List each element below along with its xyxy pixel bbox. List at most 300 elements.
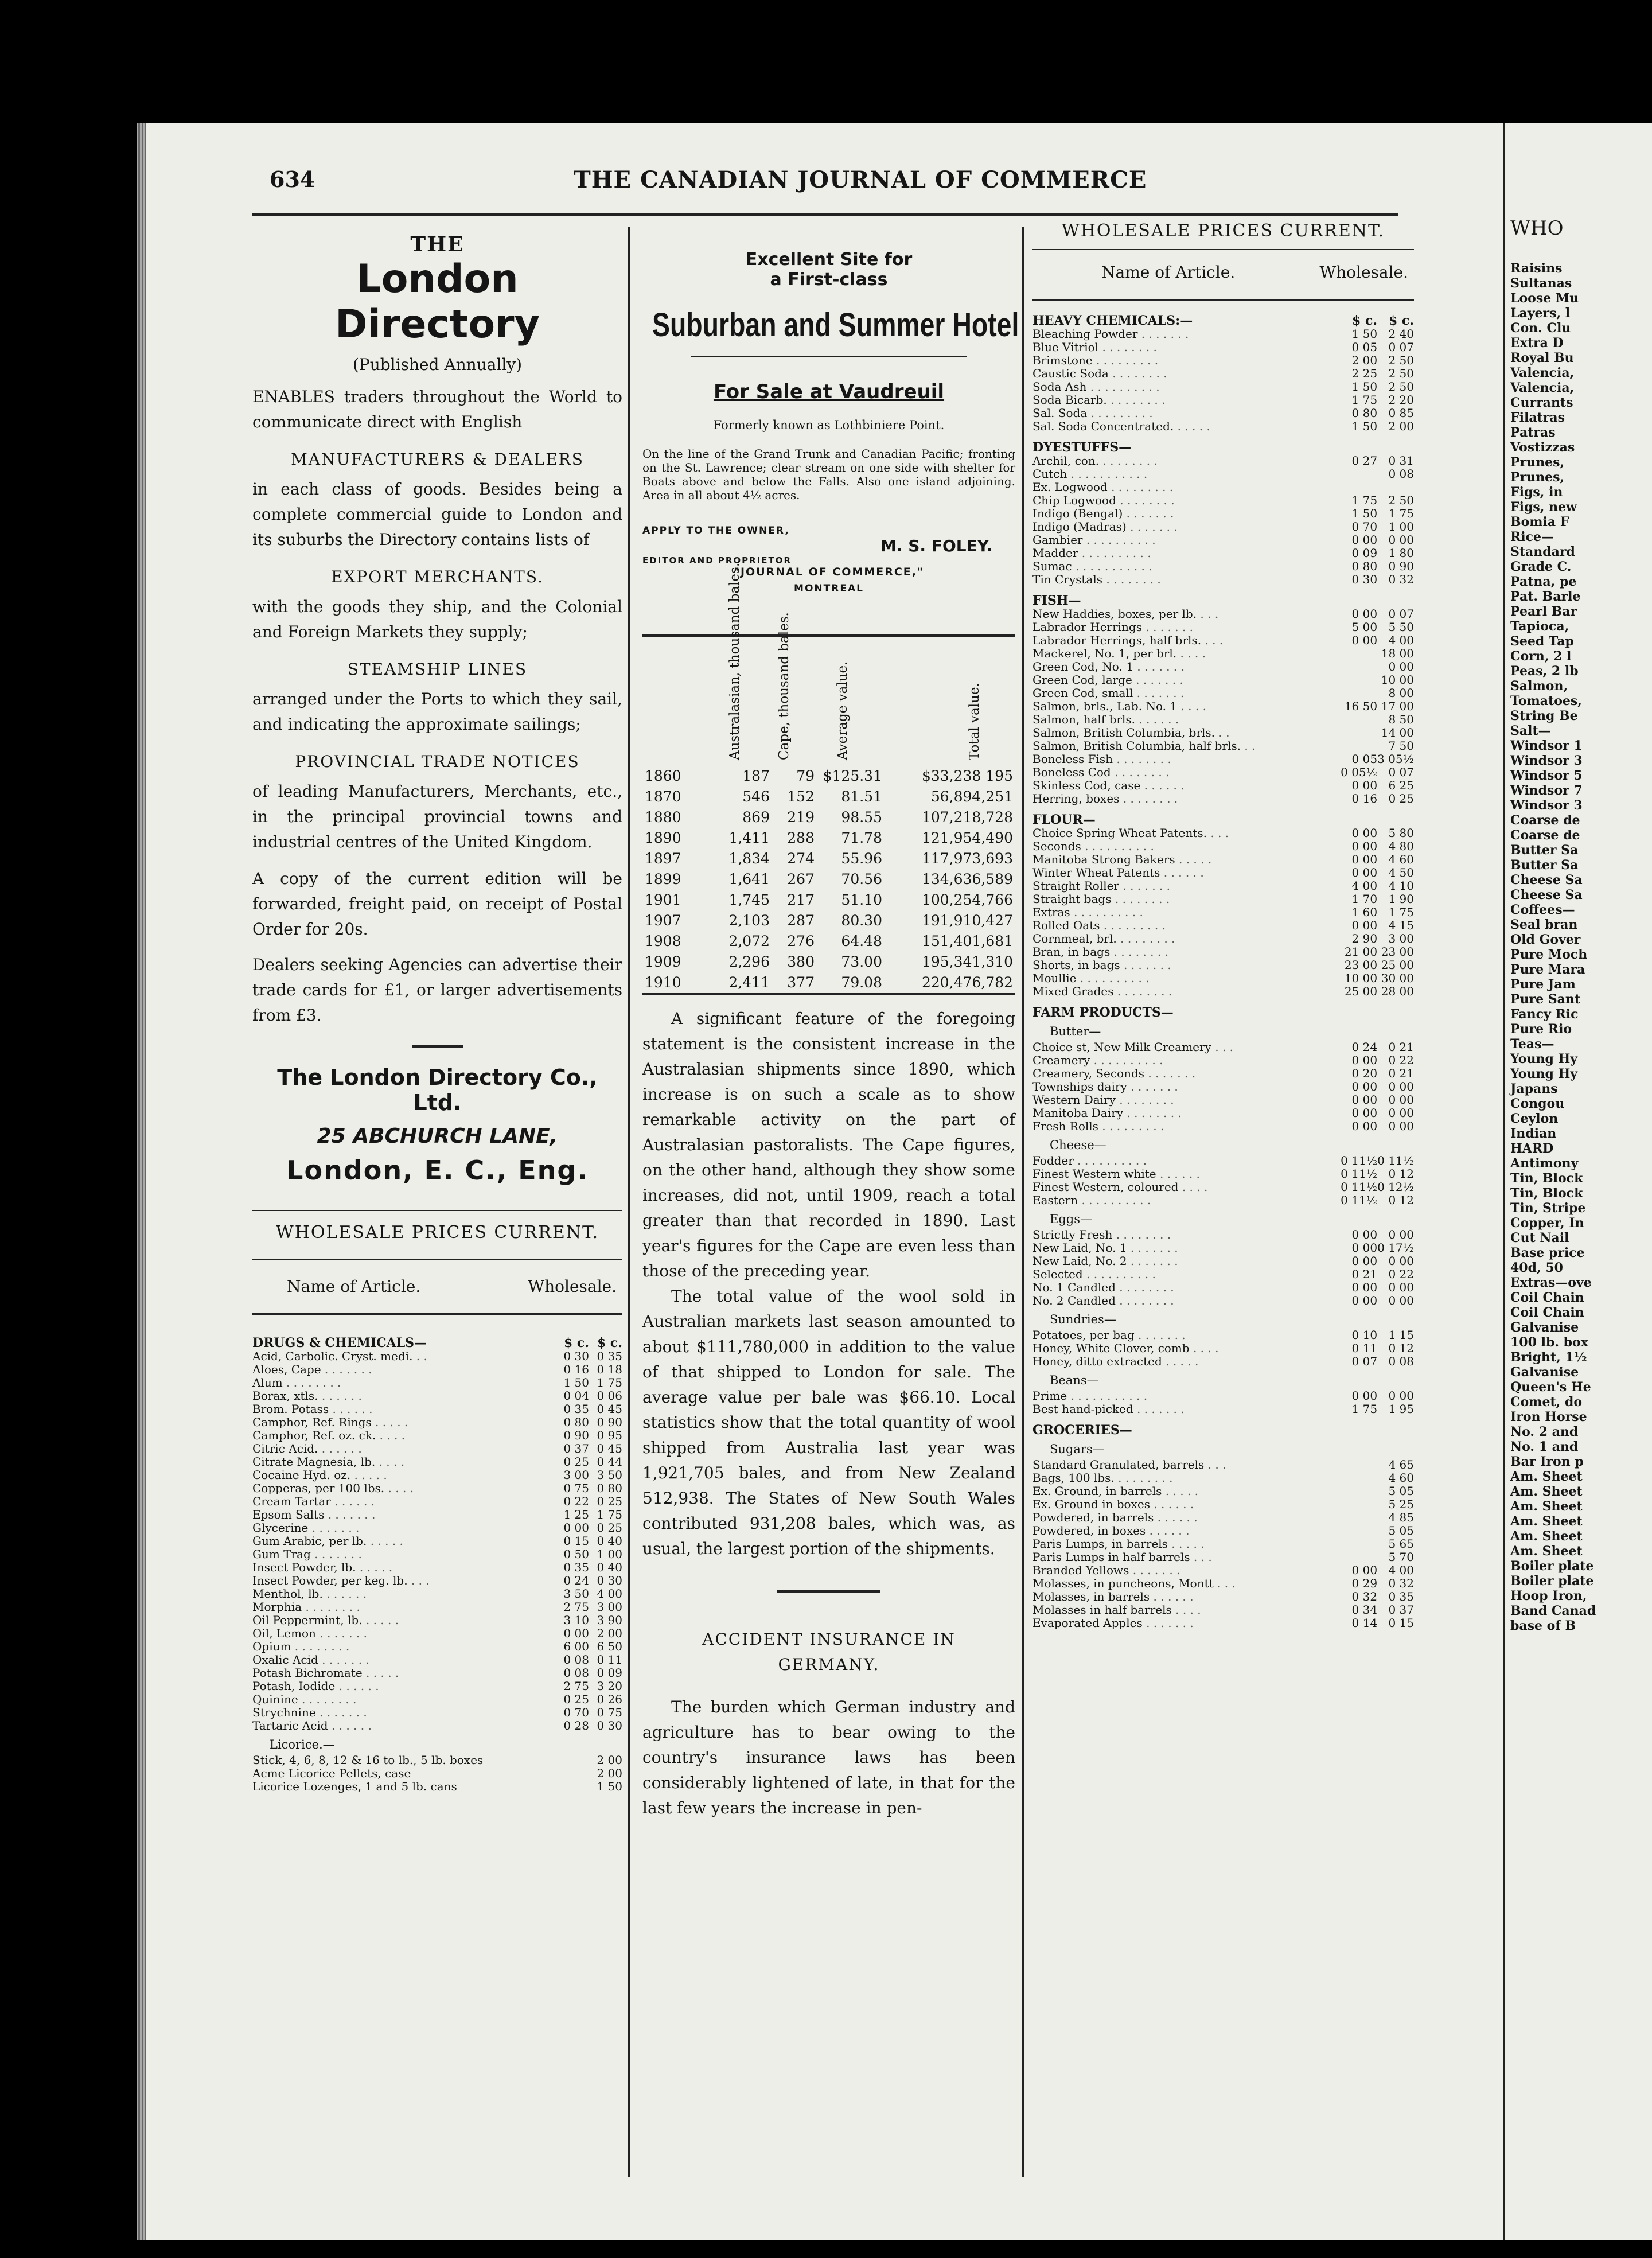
price-high: 0 90 (1388, 559, 1414, 573)
price-low: 0 25 (563, 1455, 589, 1469)
price-high: 2 50 (1388, 353, 1414, 367)
price-low: 10 00 (1344, 971, 1378, 985)
leader-dots: . . . . . . . (1119, 879, 1171, 893)
price-item (1032, 341, 1341, 354)
price-item (252, 1482, 556, 1495)
price-item (1032, 328, 1341, 341)
price-category-row (1032, 998, 1414, 1019)
wool-cell: 151,401,681 (921, 933, 1013, 949)
price-subcategory: Butter— (1050, 1025, 1101, 1038)
wool-cell: 274 (787, 850, 815, 867)
wool-cell: 1,834 (728, 850, 770, 867)
price-high: 17 00 (1381, 699, 1414, 713)
price-row (252, 1667, 622, 1680)
price-item (1032, 494, 1341, 507)
price-low: 0 90 (563, 1428, 589, 1442)
leader-dots: . . . . . . . . (1113, 984, 1172, 998)
leader-dots: . . . . . . . . . . (1086, 380, 1160, 394)
wool-cell: 2,103 (728, 912, 770, 929)
price-unit: $ c. (563, 1336, 589, 1350)
price-high: 2 00 (1388, 419, 1414, 433)
price-item (1032, 700, 1341, 713)
price-row (1032, 1080, 1414, 1093)
price-category-row (1032, 306, 1414, 328)
price-item-name: Sal. Soda Concentrated. (1032, 419, 1174, 433)
price-item-name: Molasses, in barrels (1032, 1590, 1150, 1603)
price-low: 2 75 (563, 1600, 589, 1614)
price-row (1032, 380, 1414, 394)
price-high: 8 50 (1388, 713, 1414, 726)
price-item (1032, 779, 1341, 792)
next-page-line: Extra D (1510, 336, 1564, 351)
price-item-name: Best hand-picked (1032, 1402, 1133, 1416)
price-low: 3 50 (563, 1587, 589, 1601)
price-item-name: Molasses, in puncheons, Montt (1032, 1576, 1214, 1590)
wool-cell: 546 (742, 788, 770, 805)
price-item (1032, 1228, 1341, 1241)
leader-dots: . . . . . . . . (302, 1600, 360, 1614)
price-low: 0 00 (1351, 778, 1378, 792)
next-page-line: Peas, 2 lb (1510, 664, 1579, 679)
price-low (1341, 739, 1377, 753)
price-item-name: Mackerel, No. 1, per brl. (1032, 647, 1177, 660)
directory-company: The London Directory Co., Ltd. (277, 1065, 598, 1115)
prices-left-section (252, 1209, 622, 1793)
leader-dots: . . . . . . . (1142, 1616, 1194, 1630)
price-low: 0 30 (1351, 573, 1378, 586)
price-item-name: Indigo (Madras) (1032, 520, 1127, 534)
price-item-name: Branded Yellows (1032, 1563, 1129, 1577)
price-row (1032, 621, 1414, 634)
price-row (1032, 1524, 1414, 1537)
price-row (252, 1754, 622, 1767)
price-row (252, 1548, 622, 1561)
price-item (1032, 1471, 1341, 1485)
price-item-name: Salmon, British Columbia, brls. (1032, 726, 1215, 739)
price-subcategory-row (1032, 1133, 1414, 1154)
next-page-line: Salt— (1510, 723, 1551, 738)
price-low: 2 75 (563, 1679, 589, 1693)
price-item-name: Manitoba Dairy (1032, 1106, 1124, 1120)
next-page-line: Filatras (1510, 410, 1565, 425)
price-high: 2 50 (1388, 367, 1414, 380)
price-low: 0 21 (1351, 1267, 1378, 1281)
price-high: 0 26 (597, 1692, 622, 1706)
price-item-name: Sumac (1032, 559, 1072, 573)
wool-cell: 80.30 (841, 912, 882, 929)
price-high: 4 00 (1388, 1563, 1414, 1577)
price-low: 0 00 (1351, 1563, 1378, 1577)
price-low: 6 00 (563, 1640, 589, 1653)
leader-dots: . . . . . . . (1129, 1563, 1180, 1577)
wool-cell: 1870 (645, 788, 681, 805)
price-row (1032, 766, 1414, 779)
leader-dots: . . . . . . . . (1116, 493, 1175, 507)
price-high: 0 25 (597, 1521, 622, 1535)
price-high: 4 15 (1388, 918, 1414, 932)
next-page-line: Pat. Barle (1510, 589, 1581, 604)
price-subcategory: Beans— (1050, 1373, 1099, 1387)
price-high: 0 08 (1388, 1354, 1414, 1368)
price-row (1032, 1194, 1414, 1207)
price-low (1341, 726, 1377, 739)
next-page-line: Iron Horse (1510, 1410, 1587, 1424)
price-low: 0 08 (563, 1653, 589, 1667)
price-low: 0 10 (1351, 1328, 1378, 1342)
price-low: 0 16 (563, 1362, 589, 1376)
price-item (1032, 1120, 1341, 1133)
price-item-name: Sal. Soda (1032, 406, 1088, 420)
price-item-name: No. 2 Candled (1032, 1294, 1116, 1307)
next-page-line: Patna, pe (1510, 574, 1577, 589)
leader-dots: . . . . . (350, 1468, 387, 1482)
price-item (1032, 1403, 1341, 1416)
price-item-name: Cream Tartar (252, 1494, 331, 1508)
price-row (1032, 1603, 1414, 1617)
leader-dots: . . . . . . . . (298, 1692, 357, 1706)
price-high: 2 00 (597, 1626, 622, 1640)
price-item-name: Salmon, half brls. (1032, 713, 1135, 726)
price-high: 0 44 (597, 1455, 622, 1469)
price-row (1032, 753, 1414, 766)
leader-dots: . . . . . . . . . . . (1067, 467, 1148, 481)
price-row (252, 1416, 622, 1429)
leader-dots: . . . . . . . . . . (1082, 1267, 1156, 1281)
prices-left-heading: WHOLESALE PRICES CURRENT. (275, 1223, 599, 1243)
price-row (1032, 608, 1414, 621)
price-row (252, 1403, 622, 1416)
price-item (1032, 407, 1341, 420)
next-page-line: No. 2 and (1510, 1424, 1579, 1439)
price-row (1032, 407, 1414, 420)
price-low: 0 70 (1351, 520, 1378, 534)
price-high: 1 00 (597, 1547, 622, 1561)
next-page-line: Figs, in (1510, 485, 1563, 500)
price-low: 0 25 (563, 1692, 589, 1706)
next-page-line: Young Hy (1510, 1066, 1578, 1081)
next-page-line: Royal Bu (1510, 351, 1574, 365)
price-high: 23 00 (1381, 945, 1414, 959)
next-page-line: Patras (1510, 425, 1556, 440)
leader-dots: . . . . . . . . . (1087, 406, 1153, 420)
price-row (1032, 985, 1414, 998)
leader-dots: . . . . . . . . (282, 1376, 341, 1389)
price-low: 0 22 (563, 1494, 589, 1508)
price-high: 0 30 (597, 1719, 622, 1733)
next-page-line: Tin, Block (1510, 1186, 1583, 1201)
leader-dots: . . . . (384, 1481, 414, 1495)
hotel-title: Suburban and Summer Hotel (652, 306, 1019, 344)
price-low (1341, 1471, 1377, 1485)
directory-rule (412, 1045, 463, 1048)
price-row (252, 1587, 622, 1601)
price-high: 0 00 (1388, 660, 1414, 673)
price-item (252, 1389, 556, 1403)
price-high: 3 50 (597, 1468, 622, 1482)
price-low: 0 00 (1351, 1254, 1378, 1268)
leader-dots: . . . . . . . . . . . (1072, 559, 1152, 573)
price-item-name: Camphor, Ref. oz. ck. (252, 1428, 376, 1442)
leader-dots: . . . . . . . . . (1098, 1119, 1164, 1133)
price-high: 1 90 (1388, 892, 1414, 906)
price-category-row (1032, 586, 1414, 608)
price-low: 1 50 (1351, 507, 1378, 520)
price-low (1341, 1498, 1377, 1511)
price-high: 5 65 (1388, 1537, 1414, 1551)
price-high: 1 00 (1388, 520, 1414, 534)
wool-row (642, 869, 1015, 890)
price-row (252, 1429, 622, 1442)
price-item (252, 1363, 556, 1376)
leader-dots: . . . . . . (1160, 866, 1204, 879)
prices-right-col-article: Name of Article. (1101, 263, 1236, 282)
price-item-name: Quinine (252, 1692, 298, 1706)
directory-intro: ENABLES traders throughout the World to communicate direct with English (252, 387, 622, 431)
price-item (1032, 380, 1341, 394)
leader-dots: . . . . . . (329, 1402, 373, 1416)
leader-dots: . . . . . . (1140, 778, 1185, 792)
price-item-name: Finest Western white (1032, 1167, 1156, 1181)
leader-dots: . . . . . . (1150, 1497, 1194, 1511)
price-row (1032, 328, 1414, 341)
price-item (1032, 906, 1341, 919)
price-high: 0 07 (1388, 765, 1414, 779)
next-page-line: Con. Clu (1510, 321, 1571, 336)
price-high: 1 75 (1388, 507, 1414, 520)
price-row (1032, 354, 1414, 367)
price-low: 0 00 (563, 1626, 589, 1640)
price-high: 0 80 (597, 1481, 622, 1495)
price-high: 0 11 (597, 1653, 622, 1667)
price-item-name: Moullie (1032, 971, 1077, 985)
price-item (252, 1614, 556, 1627)
price-item-name: Skinless Cod, case (1032, 778, 1141, 792)
next-page-line: Extras—ove (1510, 1275, 1592, 1290)
price-row (1032, 534, 1414, 547)
wool-cell: 1,745 (728, 891, 770, 908)
price-row (252, 1614, 622, 1627)
next-page-line: Windsor 7 (1510, 783, 1583, 798)
next-page-line: Bright, 1½ (1510, 1350, 1587, 1365)
price-low: 1 75 (1351, 1402, 1378, 1416)
price-item-name: Copperas, per 100 lbs. (252, 1481, 385, 1495)
leader-dots: . . . (1197, 607, 1219, 621)
price-high (1377, 481, 1414, 494)
price-high: 18 00 (1381, 647, 1414, 660)
price-item-name: Straight Roller (1032, 879, 1119, 893)
price-item (1032, 520, 1341, 534)
price-high: 5 70 (1388, 1550, 1414, 1564)
price-category: HEAVY CHEMICALS:— (1032, 313, 1193, 328)
leader-dots: . . . . . . (328, 1719, 372, 1733)
leader-dots: . . . . . . . (1137, 327, 1189, 341)
price-row (252, 1601, 622, 1614)
price-high: 0 85 (1388, 406, 1414, 420)
article-paragraph-2: The total value of the wool sold in Australian markets last season amounted to about $111,780,000 in addition to the value of that shipped to London for sale. The average value per bale was $66.10. Local statistics show that the total quantity of wool shipped from Australia last year was 1,921,705 bales, and from New Zealand 512,938. The States of New South Wales contributed 931,208 bales, which was, as usual, the largest portion of the shipments. (642, 1287, 1015, 1558)
next-page-line: Old Gover (1510, 932, 1581, 947)
price-item (1032, 468, 1341, 481)
price-item (1032, 945, 1341, 959)
price-row (1032, 959, 1414, 972)
column-left (252, 227, 622, 1807)
price-item-name: Tin Crystals (1032, 573, 1103, 586)
price-item-name: Powdered, in boxes (1032, 1524, 1146, 1537)
leader-dots: . . . . . . . . (1112, 1228, 1171, 1241)
price-subcategory-row (1032, 1368, 1414, 1389)
price-low: 5 00 (1351, 620, 1378, 634)
price-high: 0 32 (1388, 573, 1414, 586)
price-low: 0 20 (1351, 1066, 1378, 1080)
next-page-line: Figs, new (1510, 500, 1577, 515)
price-row (1032, 1537, 1414, 1551)
next-page-line: Japans (1510, 1081, 1558, 1096)
price-row (1032, 1107, 1414, 1120)
price-item-name: Extras (1032, 905, 1070, 919)
price-category: FISH— (1032, 593, 1081, 608)
price-item-name: Potash Bichromate (252, 1666, 363, 1680)
price-high: 4 60 (1388, 852, 1414, 866)
price-row (1032, 1403, 1414, 1416)
price-item-name: Paris Lumps, in barrels (1032, 1537, 1168, 1551)
price-high: 3 00 (597, 1600, 622, 1614)
next-page-line: Bomia F (1510, 515, 1569, 530)
price-low: 0 00 (1351, 1389, 1378, 1403)
wool-cell: 287 (787, 912, 815, 929)
price-row (1032, 573, 1414, 586)
price-high: 0 12 (1388, 1167, 1414, 1181)
price-item-name: Cocaine Hyd. oz. (252, 1468, 351, 1482)
price-item (252, 1455, 556, 1469)
leader-dots: . . . . . (362, 1613, 399, 1627)
leader-dots: . . . . . . . (321, 1362, 372, 1376)
price-item-name: Bleaching Powder (1032, 327, 1138, 341)
price-subcategory-row (1032, 1019, 1414, 1041)
price-high: 4 50 (1388, 866, 1414, 879)
directory-sections (252, 450, 622, 855)
leader-dots: . . . . . . (1146, 1524, 1190, 1537)
price-subcategory: Eggs— (1050, 1212, 1092, 1226)
wool-cell: 267 (787, 871, 815, 887)
next-page-line: Am. Sheet (1510, 1529, 1583, 1544)
price-item (1032, 560, 1341, 573)
price-item-name: Manitoba Strong Bakers (1032, 852, 1175, 866)
price-row (1032, 394, 1414, 407)
price-item (252, 1640, 556, 1653)
price-low: 0 00 (1351, 852, 1378, 866)
price-low: 3 00 (563, 1468, 589, 1482)
wool-cell: 134,636,589 (921, 871, 1013, 887)
price-subcategory-row (1032, 1307, 1414, 1329)
price-high: 3 20 (597, 1679, 622, 1693)
column-rule-2 (1022, 227, 1024, 2177)
price-low: 0 08 (563, 1666, 589, 1680)
price-item-name: Winter Wheat Patents (1032, 866, 1160, 879)
wool-cell: 220,476,782 (921, 974, 1013, 991)
price-subcategory: Cheese— (1050, 1138, 1106, 1152)
price-high: 0 11½ (1377, 1154, 1414, 1167)
price-low (556, 1780, 589, 1793)
prices-right-rule (1032, 249, 1414, 251)
price-high: 0 30 (597, 1574, 622, 1587)
price-row (1032, 1617, 1414, 1630)
leader-dots: . . . . . . . (310, 1547, 362, 1561)
next-page-line: Windsor 3 (1510, 753, 1583, 768)
price-low (1341, 481, 1377, 494)
price-item-name: Creamery (1032, 1053, 1090, 1067)
price-item (1032, 1107, 1341, 1120)
price-low: 0 11½ (1341, 1180, 1378, 1194)
leader-dots: . . . . . . (1154, 1510, 1198, 1524)
price-item (1032, 454, 1341, 468)
article-rule (777, 1590, 880, 1593)
next-page-line: Antimony (1510, 1156, 1579, 1171)
price-low: 1 50 (1351, 419, 1378, 433)
price-item-name: Insect Powder, lb. (252, 1560, 356, 1574)
price-row (252, 1693, 622, 1706)
price-item (1032, 634, 1341, 647)
leader-dots: . . . . . . (318, 1389, 362, 1403)
leader-dots: . . . . . . . . (1098, 340, 1157, 354)
leader-dots: . . . . . (1174, 419, 1210, 433)
next-page-line: Tin, Block (1510, 1171, 1583, 1186)
price-item (1032, 1093, 1341, 1107)
leader-dots: . . . . . . . (1133, 660, 1185, 673)
wool-header-average: Average value. (835, 661, 850, 760)
price-high: 5 05 (1388, 1484, 1414, 1498)
price-low: 0 75 (563, 1481, 589, 1495)
next-page-line: Valencia, (1510, 365, 1575, 380)
next-page-line: Cheese Sa (1510, 887, 1583, 902)
next-page-line: Bar Iron p (1510, 1454, 1584, 1469)
price-item-name: Rolled Oats (1032, 918, 1100, 932)
wool-row (642, 910, 1015, 931)
price-high: 0 45 (597, 1402, 622, 1416)
leader-dots: . . . . . . . . (1115, 1294, 1174, 1307)
wool-cell: 121,954,490 (921, 830, 1013, 846)
price-high: 0 40 (597, 1560, 622, 1574)
price-item (1032, 1329, 1341, 1342)
leader-dots: . . . (1213, 1576, 1236, 1590)
next-page-line: 100 lb. box (1510, 1335, 1588, 1350)
price-low (1341, 1537, 1377, 1551)
price-low: 0 29 (1351, 1576, 1378, 1590)
next-page-line: Valencia, (1510, 380, 1575, 395)
price-row (1032, 1471, 1414, 1485)
wool-cell: 219 (787, 809, 815, 826)
leader-dots: . . . . . . (1150, 1590, 1194, 1603)
next-page-line: Comet, do (1510, 1395, 1582, 1410)
leader-dots: . . . . . . . . (1114, 1471, 1173, 1485)
price-item-name: Insect Powder, per keg. lb. (252, 1574, 408, 1587)
price-row (1032, 1485, 1414, 1498)
next-page-line: Band Canad (1510, 1603, 1596, 1618)
price-item-name: Potatoes, per bag (1032, 1328, 1135, 1342)
price-high: 2 00 (597, 1766, 622, 1780)
column-rule-1 (628, 227, 630, 2177)
price-high: 0 00 (1388, 1389, 1414, 1403)
price-item-name: Gum Arabic, per lb. (252, 1534, 367, 1548)
price-row (1032, 1498, 1414, 1511)
price-item (1032, 534, 1341, 547)
price-item (1032, 354, 1341, 367)
price-low: 0 00 (1351, 1093, 1378, 1107)
prices-right-heading: WHOLESALE PRICES CURRENT. (1061, 221, 1385, 241)
wool-cell: 1,641 (728, 871, 770, 887)
price-high: 0 12 (1388, 1193, 1414, 1207)
price-subcategory: Sugars— (1050, 1442, 1105, 1456)
prices-right-col-wholesale: Wholesale. (1319, 263, 1408, 282)
price-item (1032, 713, 1341, 726)
